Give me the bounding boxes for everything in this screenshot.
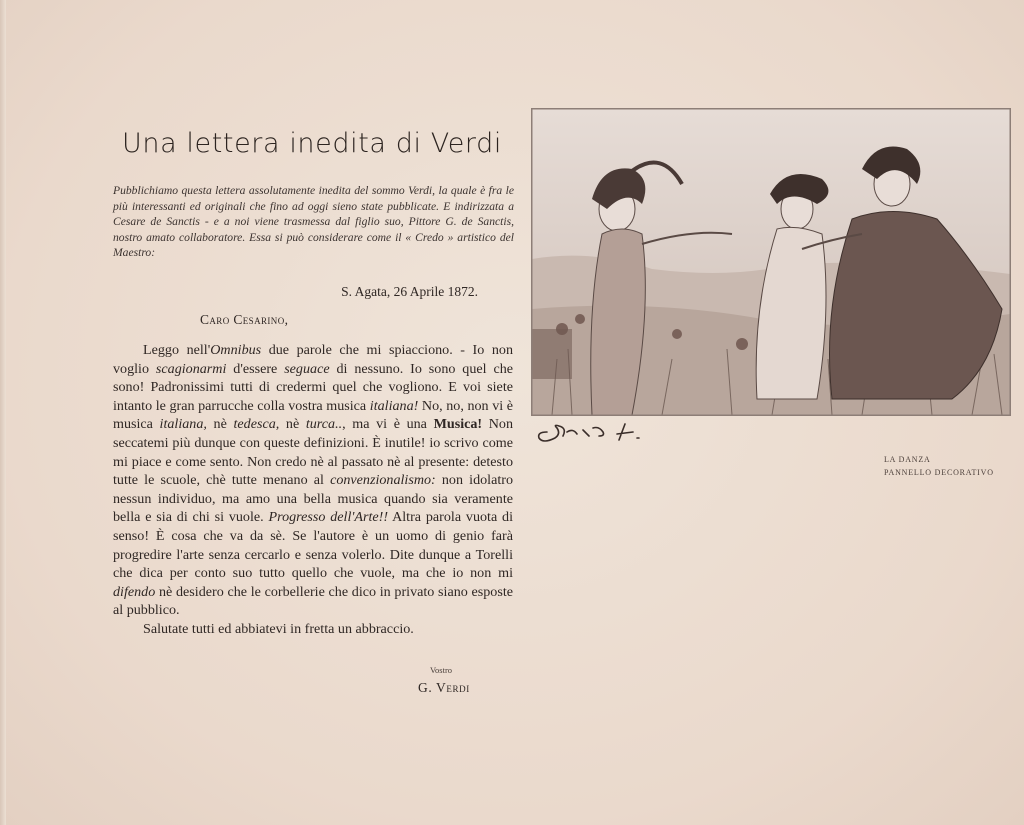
dancers-illustration xyxy=(532,109,1010,415)
artist-signature-scrawl xyxy=(533,418,673,446)
letter-paragraph xyxy=(113,620,513,639)
letter-run: Omnibus xyxy=(210,342,262,358)
caption-title: LA DANZA xyxy=(884,455,931,464)
letter-run: Salutate tutti ed abbiatevi in fretta un abbraccio. xyxy=(143,620,414,637)
letter-run: nè xyxy=(279,416,306,433)
page-edge xyxy=(0,0,6,825)
letter-run: nè desidero che le corbellerie che dico in privato siano esposte al pubblico. xyxy=(113,583,513,619)
letter-body xyxy=(113,341,513,639)
letter-run: non idolatro nessun individuo, ma amo una bella musica quando sia veramente bella e sia di chi si vuole. xyxy=(113,472,513,526)
letter-run: italiana! xyxy=(369,397,419,414)
letter-salutation: Caro Cesarino, xyxy=(200,312,289,327)
letter-run: Leggo nell' xyxy=(143,342,211,358)
article-title: Una lettera inedita di Verdi xyxy=(122,128,502,159)
illustration-la-danza xyxy=(531,108,1011,416)
letter-run: di nessuno. Io sono quel che sono! Padronissimi tutti di credermi quel che vogliono. E voi siete intanto le gran parrucche colla vostra musica xyxy=(113,360,514,414)
letter-run: nè xyxy=(206,416,234,433)
letter-run: difendo xyxy=(113,583,156,600)
illustration-caption xyxy=(884,453,994,479)
letter-run: scagionarmi xyxy=(155,360,227,377)
letter-closing: Vostro xyxy=(430,665,453,675)
letter-run: convenzionalismo: xyxy=(330,472,436,489)
article-intro xyxy=(113,183,514,261)
letter-run: , ma vi è una xyxy=(342,416,434,433)
artist-signature xyxy=(533,418,673,451)
letter-run: italiana, xyxy=(159,416,207,433)
letter-paragraph xyxy=(113,341,513,620)
letter-run: Progresso dell'Arte!! xyxy=(268,509,389,526)
letter-signature: G. Verdi xyxy=(418,680,470,695)
letter-run: tedesca, xyxy=(233,416,280,433)
letter-dateline: S. Agata, 26 Aprile 1872. xyxy=(341,284,478,299)
letter-run: Non seccatemi più dunque con queste definizioni. È inutile! io scrivo come mi piace e come sento. Non credo nè al passato nè al presente: detesto tutte le scuole, chè tutte menano al xyxy=(113,416,514,489)
letter-run: turca.. xyxy=(305,416,343,433)
letter-run: due parole che mi spiacciono. - Io non voglio xyxy=(113,342,514,377)
letter-run: Musica! xyxy=(433,416,483,433)
caption-subtitle: PANNELLO DECORATIVO xyxy=(884,468,994,477)
letter-run: No, no, non vi è musica xyxy=(113,397,513,433)
intro-run: Pubblichiamo questa lettera assolutamente inedita del sommo Verdi, la quale è fra le più interessanti ed originali che fino ad oggi sieno state pubblicate. E indirizzata a Cesare de Sanctis - e a noi viene trasmessa dal figlio suo, Pittore G. de Sanctis, nostro amato collaboratore. Essa si può considerare come il « Credo » artistico del Maestro: xyxy=(113,184,514,260)
letter-run: d'essere xyxy=(226,360,285,377)
letter-run: Altra parola vuota di senso! È cosa che va da sè. Se l'autore è un uomo di genio farà progredire l'arte senza cercarlo e senza volerlo. Dite dunque a Torelli che dica per conto suo tutto quello che vuole, ma che io non mi xyxy=(113,509,513,582)
letter-run: seguace xyxy=(284,360,330,377)
